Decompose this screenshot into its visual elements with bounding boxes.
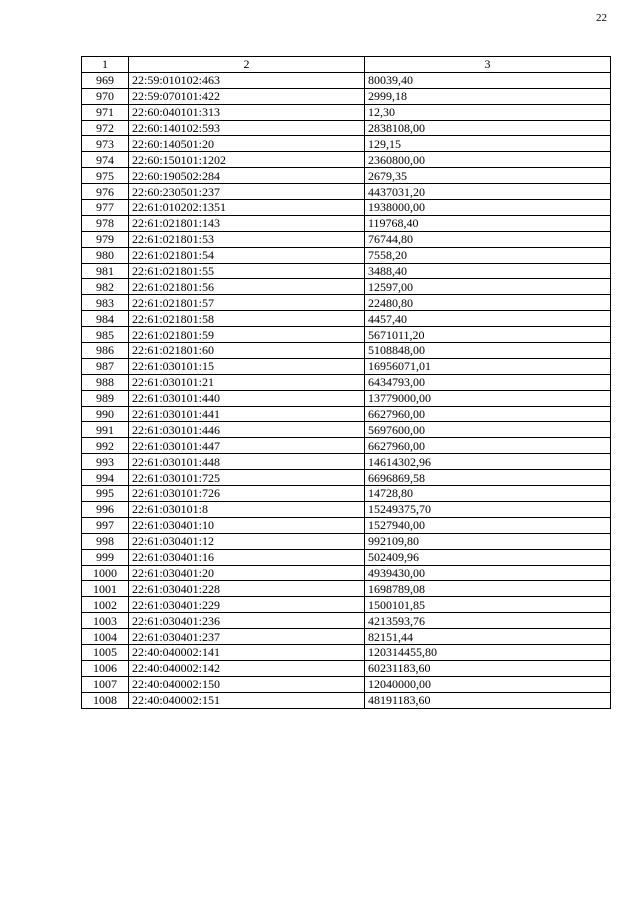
row-number-cell: 994 [82,470,129,486]
row-number-cell: 982 [82,279,129,295]
cadastral-number-cell: 22:61:030401:20 [129,565,365,581]
table-row [82,120,611,136]
row-number-cell: 1001 [82,581,129,597]
value-cell: 2838108,00 [365,120,611,136]
table-row [82,549,611,565]
table-row [82,517,611,533]
value-cell: 16956071,01 [365,358,611,374]
value-cell: 2679,35 [365,168,611,184]
table-row [82,263,611,279]
row-number-cell: 995 [82,486,129,502]
value-cell: 60231183,60 [365,660,611,676]
cadastral-number-cell: 22:61:030401:237 [129,629,365,645]
value-cell: 4939430,00 [365,565,611,581]
value-cell: 1527940,00 [365,517,611,533]
row-number-cell: 987 [82,358,129,374]
cadastral-number-cell: 22:61:030401:236 [129,613,365,629]
table-row [82,501,611,517]
cadastral-number-cell: 22:61:030101:446 [129,422,365,438]
table-row [82,200,611,216]
table-row [82,327,611,343]
value-cell: 5108848,00 [365,343,611,359]
cadastral-number-cell: 22:61:021801:56 [129,279,365,295]
table-row [82,136,611,152]
value-cell: 14728,80 [365,486,611,502]
cadastral-number-cell: 22:61:030401:16 [129,549,365,565]
table-row [82,184,611,200]
value-cell: 1500101,85 [365,597,611,613]
value-cell: 4213593,76 [365,613,611,629]
table-header-row [82,57,611,73]
value-cell: 6696869,58 [365,470,611,486]
table-row [82,152,611,168]
table-row [82,390,611,406]
row-number-cell: 990 [82,406,129,422]
value-cell: 12040000,00 [365,676,611,692]
table-row [82,660,611,676]
cadastral-number-cell: 22:61:030101:440 [129,390,365,406]
table-row [82,295,611,311]
row-number-cell: 986 [82,343,129,359]
row-number-cell: 1006 [82,660,129,676]
page-number: 22 [596,12,607,24]
value-cell: 15249375,70 [365,501,611,517]
cadastral-number-cell: 22:60:140501:20 [129,136,365,152]
cadastral-number-cell: 22:59:070101:422 [129,88,365,104]
table-row [82,406,611,422]
cadastral-number-cell: 22:61:010202:1351 [129,200,365,216]
table-row [82,597,611,613]
cadastral-number-cell: 22:61:030401:228 [129,581,365,597]
value-cell: 12,30 [365,104,611,120]
table-body [82,72,611,708]
column-header-3: 3 [365,57,611,73]
cadastral-number-cell: 22:61:030101:8 [129,501,365,517]
cadastral-number-cell: 22:61:030101:725 [129,470,365,486]
table-row [82,231,611,247]
table-row [82,676,611,692]
table-row [82,470,611,486]
row-number-cell: 977 [82,200,129,216]
value-cell: 82151,44 [365,629,611,645]
row-number-cell: 988 [82,374,129,390]
value-cell: 5697600,00 [365,422,611,438]
value-cell: 119768,40 [365,215,611,231]
table-row [82,692,611,708]
row-number-cell: 1007 [82,676,129,692]
cadastral-number-cell: 22:60:040101:313 [129,104,365,120]
cadastral-number-cell: 22:61:030101:447 [129,438,365,454]
value-cell: 120314455,80 [365,644,611,660]
value-cell: 4457,40 [365,311,611,327]
value-cell: 7558,20 [365,247,611,263]
table-row [82,247,611,263]
table-row [82,581,611,597]
row-number-cell: 974 [82,152,129,168]
table-row [82,72,611,88]
cadastral-number-cell: 22:61:021801:54 [129,247,365,263]
cadastral-number-cell: 22:40:040002:150 [129,676,365,692]
row-number-cell: 996 [82,501,129,517]
value-cell: 1698789,08 [365,581,611,597]
row-number-cell: 992 [82,438,129,454]
cadastral-number-cell: 22:60:140102:593 [129,120,365,136]
value-cell: 2999,18 [365,88,611,104]
table-row [82,629,611,645]
row-number-cell: 975 [82,168,129,184]
cadastral-number-cell: 22:60:230501:237 [129,184,365,200]
row-number-cell: 985 [82,327,129,343]
row-number-cell: 970 [82,88,129,104]
value-cell: 2360800,00 [365,152,611,168]
table-row [82,644,611,660]
table-row [82,486,611,502]
cadastral-number-cell: 22:40:040002:141 [129,644,365,660]
table-row [82,215,611,231]
row-number-cell: 999 [82,549,129,565]
row-number-cell: 981 [82,263,129,279]
value-cell: 14614302,96 [365,454,611,470]
row-number-cell: 997 [82,517,129,533]
table-row [82,374,611,390]
cadastral-number-cell: 22:61:021801:60 [129,343,365,359]
table-row [82,454,611,470]
value-cell: 992109,80 [365,533,611,549]
table-row [82,565,611,581]
table-row [82,311,611,327]
row-number-cell: 969 [82,72,129,88]
value-cell: 6434793,00 [365,374,611,390]
cadastral-number-cell: 22:61:021801:143 [129,215,365,231]
row-number-cell: 1000 [82,565,129,581]
table-row [82,358,611,374]
cadastral-number-cell: 22:61:030401:10 [129,517,365,533]
value-cell: 76744,80 [365,231,611,247]
table-row [82,279,611,295]
cadastral-number-cell: 22:61:021801:59 [129,327,365,343]
value-cell: 5671011,20 [365,327,611,343]
cadastral-number-cell: 22:61:021801:57 [129,295,365,311]
cadastral-number-cell: 22:61:030101:448 [129,454,365,470]
value-cell: 48191183,60 [365,692,611,708]
row-number-cell: 991 [82,422,129,438]
row-number-cell: 972 [82,120,129,136]
registry-table [81,56,611,709]
cadastral-number-cell: 22:60:150101:1202 [129,152,365,168]
value-cell: 6627960,00 [365,438,611,454]
row-number-cell: 1004 [82,629,129,645]
table-row [82,88,611,104]
row-number-cell: 1003 [82,613,129,629]
cadastral-number-cell: 22:59:010102:463 [129,72,365,88]
cadastral-number-cell: 22:61:021801:58 [129,311,365,327]
value-cell: 1938000,00 [365,200,611,216]
row-number-cell: 973 [82,136,129,152]
cadastral-number-cell: 22:61:030101:726 [129,486,365,502]
value-cell: 22480,80 [365,295,611,311]
row-number-cell: 989 [82,390,129,406]
value-cell: 4437031,20 [365,184,611,200]
table-row [82,438,611,454]
table-row [82,168,611,184]
value-cell: 6627960,00 [365,406,611,422]
value-cell: 12597,00 [365,279,611,295]
row-number-cell: 978 [82,215,129,231]
row-number-cell: 984 [82,311,129,327]
row-number-cell: 983 [82,295,129,311]
cadastral-number-cell: 22:61:030101:441 [129,406,365,422]
row-number-cell: 993 [82,454,129,470]
row-number-cell: 1008 [82,692,129,708]
cadastral-number-cell: 22:61:030101:15 [129,358,365,374]
value-cell: 502409,96 [365,549,611,565]
value-cell: 3488,40 [365,263,611,279]
table-row [82,343,611,359]
value-cell: 80039,40 [365,72,611,88]
table-row [82,533,611,549]
table-row [82,104,611,120]
value-cell: 13779000,00 [365,390,611,406]
row-number-cell: 976 [82,184,129,200]
table-row [82,613,611,629]
cadastral-number-cell: 22:40:040002:142 [129,660,365,676]
column-header-1: 1 [82,57,129,73]
row-number-cell: 979 [82,231,129,247]
cadastral-number-cell: 22:61:021801:53 [129,231,365,247]
row-number-cell: 1002 [82,597,129,613]
cadastral-number-cell: 22:61:030101:21 [129,374,365,390]
cadastral-number-cell: 22:61:030401:12 [129,533,365,549]
row-number-cell: 980 [82,247,129,263]
row-number-cell: 998 [82,533,129,549]
cadastral-number-cell: 22:40:040002:151 [129,692,365,708]
row-number-cell: 971 [82,104,129,120]
table-row [82,422,611,438]
row-number-cell: 1005 [82,644,129,660]
column-header-2: 2 [129,57,365,73]
value-cell: 129,15 [365,136,611,152]
cadastral-number-cell: 22:60:190502:284 [129,168,365,184]
cadastral-number-cell: 22:61:030401:229 [129,597,365,613]
cadastral-number-cell: 22:61:021801:55 [129,263,365,279]
